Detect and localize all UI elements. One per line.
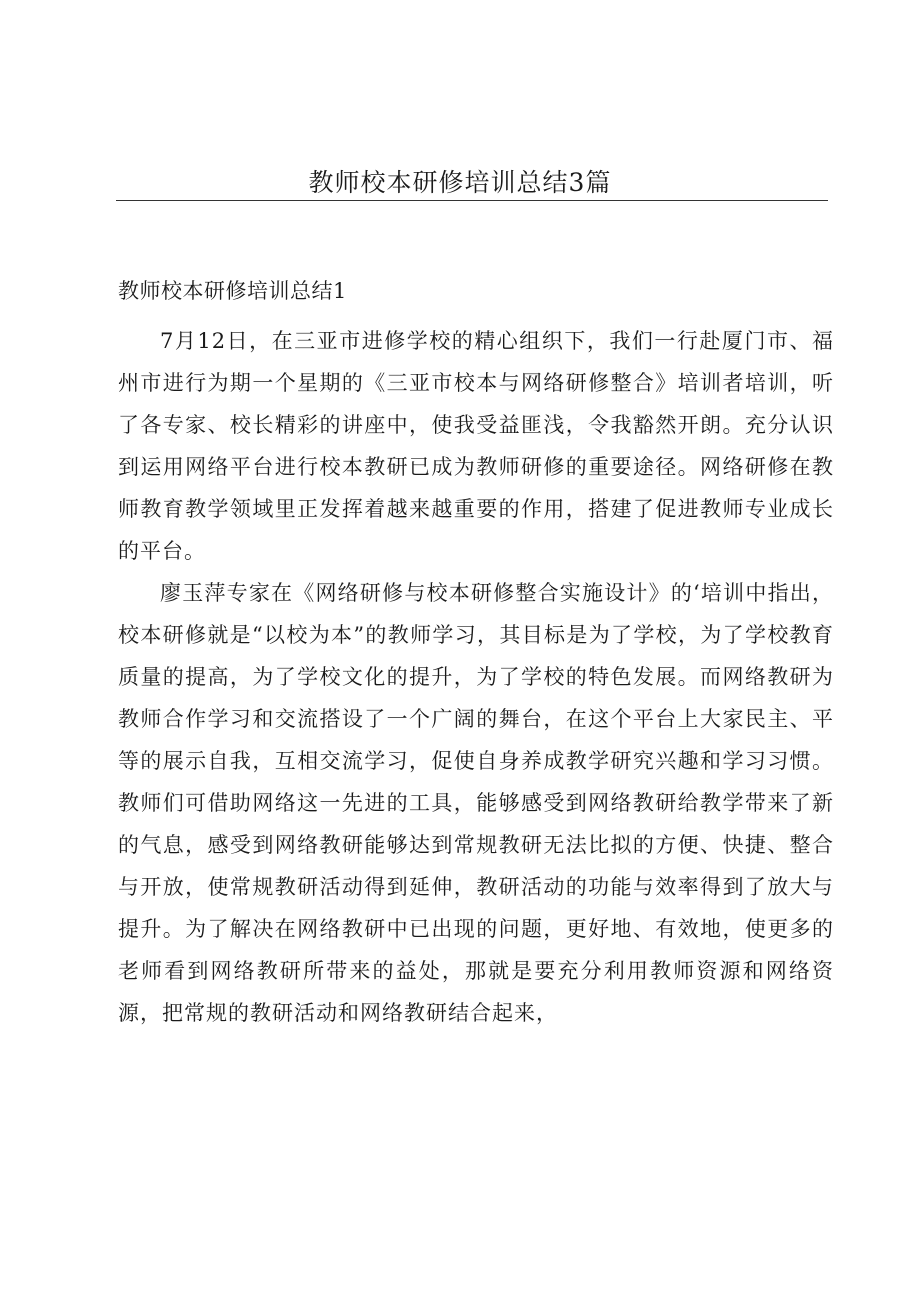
- section-heading: 教师校本研修培训总结1: [118, 279, 347, 303]
- body-paragraph: 廖玉萍专家在《网络研修与校本研修整合实施设计》的‘培训中指出，校本研修就是“以校为本”的教师学习，其目标是为了学校，为了学校教育质量的提高，为了学校文化的提升，为了学校的特色发展。而网络教研为教师合作学习和交流搭设了一个广阔的舞台，在这个平台上大家民主、平等的展示自我，互相交流学习，促使自身养成教学研究兴趣和学习习惯。教师们可借助网络这一先进的工具，能够感受到网络教研给教学带来了新的气息，感受到网络教研能够达到常规教研无法比拟的方便、快捷、整合与开放，使常规教研活动得到延伸，教研活动的功能与效率得到了放大与提升。为了解决在网络教研中已出现的问题，更好地、有效地，使更多的老师看到网络教研所带来的益处，那就是要充分利用教师资源和网络资源，把常规的教研活动和网络教研结合起来，: [118, 581, 834, 1025]
- document-title: 教师校本研修培训总结3篇: [308, 168, 612, 197]
- document-body: [118, 320, 834, 1034]
- title-underline: [116, 200, 828, 201]
- body-paragraph: 7月12日，在三亚市进修学校的精心组织下，我们一行赴厦门市、福州市进行为期一个星期的《三亚市校本与网络研修整合》培训者培训，听了各专家、校长精彩的讲座中，使我受益匪浅，令我豁然开朗。充分认识到运用网络平台进行校本教研已成为教师研修的重要途径。网络研修在教师教育教学领域里正发挥着越来越重要的作用，搭建了促进教师专业成长的平台。: [118, 329, 834, 563]
